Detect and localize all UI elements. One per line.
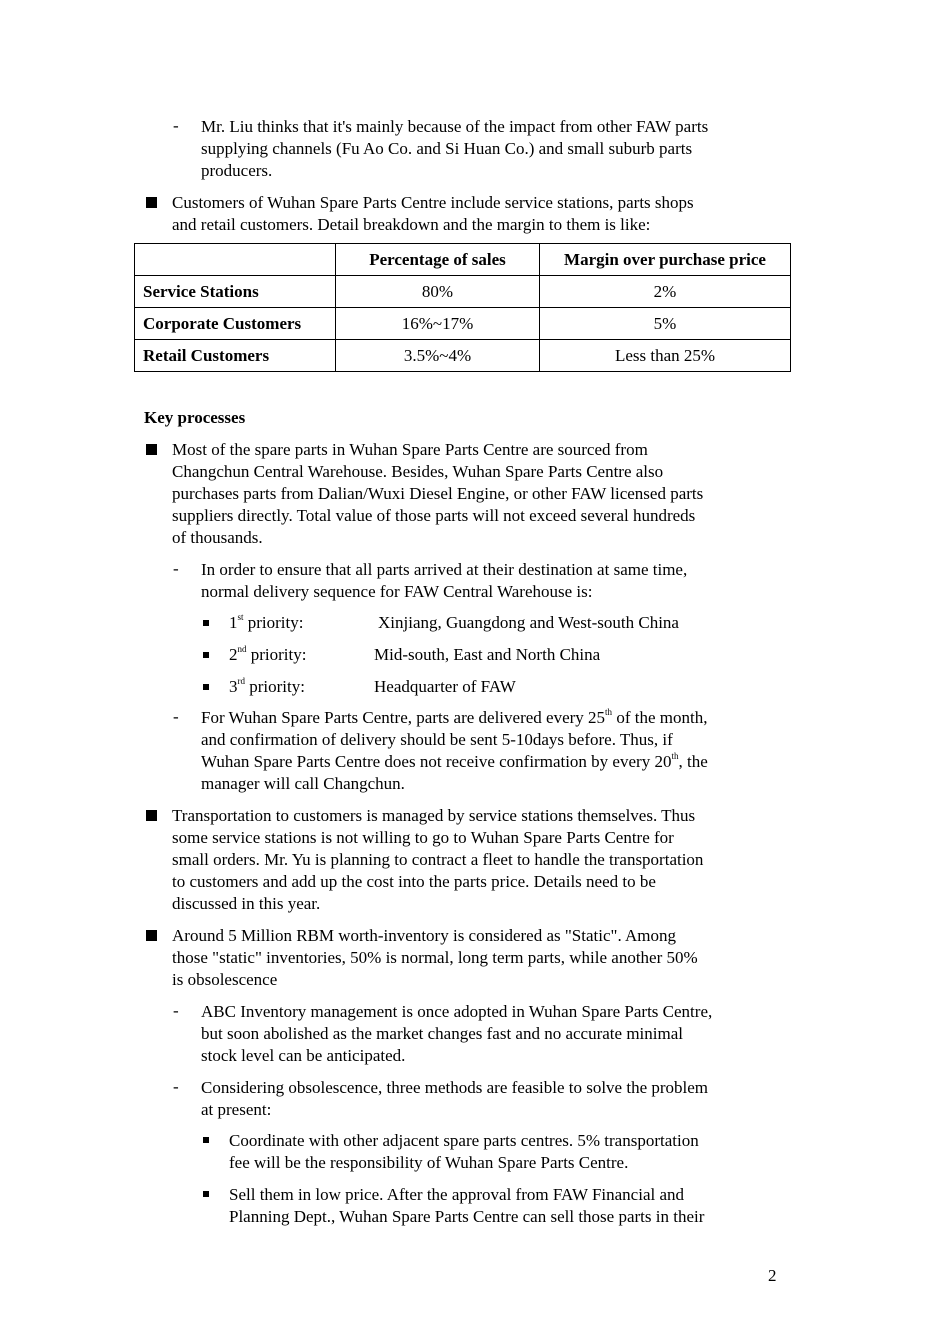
priority-text: priority: xyxy=(243,613,304,632)
table-header-cell: Percentage of sales xyxy=(336,244,540,276)
ordinal-suffix: st xyxy=(237,612,244,623)
small-square-bullet-icon xyxy=(203,1137,209,1143)
ordinal-suffix: th xyxy=(605,707,613,718)
text-line: Planning Dept., Wuhan Spare Parts Centre can sell those parts in their xyxy=(229,1207,705,1226)
text-line: Changchun Central Warehouse. Besides, Wuhan Spare Parts Centre also xyxy=(172,462,664,481)
text-line: fee will be the responsibility of Wuhan Spare Parts Centre. xyxy=(229,1153,629,1172)
text-line: Most of the spare parts in Wuhan Spare Parts Centre are sourced from xyxy=(172,440,648,459)
text-line: discussed in this year. xyxy=(172,894,321,913)
text-line xyxy=(201,707,707,729)
table-cell: Retail Customers xyxy=(135,340,336,372)
text-line: Coordinate with other adjacent spare parts centres. 5% transportation xyxy=(229,1131,699,1150)
table-cell: 5% xyxy=(540,308,791,340)
text-run: Wuhan Spare Parts Centre does not receive confirmation by every 20 xyxy=(201,752,672,771)
priority-number: 1 xyxy=(229,613,238,632)
text-line: Transportation to customers is managed by service stations themselves. Thus xyxy=(172,806,696,825)
text-run: of the month, xyxy=(612,708,708,727)
priority-value: Xinjiang, Guangdong and West-south China xyxy=(378,613,679,632)
table-cell: Service Stations xyxy=(135,276,336,308)
small-square-bullet-icon xyxy=(203,652,209,658)
text-line: and retail customers. Detail breakdown and the margin to them is like: xyxy=(172,215,651,234)
table-cell: 16%~17% xyxy=(336,308,540,340)
text-line: to customers and add up the cost into the parts price. Details need to be xyxy=(172,872,656,891)
dash-marker: - xyxy=(173,707,179,726)
small-square-bullet-icon xyxy=(203,1191,209,1197)
dash-marker: - xyxy=(173,116,179,135)
table-cell: Corporate Customers xyxy=(135,308,336,340)
text-line: Considering obsolescence, three methods are feasible to solve the problem xyxy=(201,1078,709,1097)
text-line: purchases parts from Dalian/Wuxi Diesel Engine, or other FAW licensed parts xyxy=(172,484,704,503)
text-line: those "static" inventories, 50% is normal, long term parts, while another 50% xyxy=(172,948,698,967)
table-cell: 3.5%~4% xyxy=(336,340,540,372)
text-line: some service stations is not willing to go to Wuhan Spare Parts Centre for xyxy=(172,828,674,847)
text-run: For Wuhan Spare Parts Centre, parts are delivered every 25 xyxy=(201,708,606,727)
priority-text: priority: xyxy=(246,645,307,664)
priority-value: Mid-south, East and North China xyxy=(374,645,601,664)
text-run: , the xyxy=(678,752,708,771)
sales-margin-table xyxy=(134,243,791,372)
text-line: small orders. Mr. Yu is planning to contract a fleet to handle the transportation xyxy=(172,850,704,869)
page-number: 2 xyxy=(768,1266,777,1285)
text-line: suppliers directly. Total value of those parts will not exceed several hundreds xyxy=(172,506,696,525)
table-row xyxy=(135,276,791,308)
table-header-cell: Margin over purchase price xyxy=(540,244,791,276)
text-line: stock level can be anticipated. xyxy=(201,1046,406,1065)
square-bullet-icon xyxy=(146,810,157,821)
priority-number: 2 xyxy=(229,645,238,664)
table-header-row xyxy=(135,244,791,276)
table-cell: Less than 25% xyxy=(540,340,791,372)
small-square-bullet-icon xyxy=(203,684,209,690)
square-bullet-icon xyxy=(146,444,157,455)
dash-marker: - xyxy=(173,1077,179,1096)
text-line: of thousands. xyxy=(172,528,263,547)
square-bullet-icon xyxy=(146,930,157,941)
priority-text: priority: xyxy=(245,677,305,696)
priority-label xyxy=(229,644,306,666)
text-line: In order to ensure that all parts arrived at their destination at same time, xyxy=(201,560,688,579)
priority-value: Headquarter of FAW xyxy=(374,677,516,696)
priority-number: 3 xyxy=(229,677,238,696)
square-bullet-icon xyxy=(146,197,157,208)
text-line: producers. xyxy=(201,161,273,180)
text-line: Customers of Wuhan Spare Parts Centre include service stations, parts shops xyxy=(172,193,694,212)
text-line: and confirmation of delivery should be sent 5-10days before. Thus, if xyxy=(201,730,673,749)
table-cell: 2% xyxy=(540,276,791,308)
text-line: ABC Inventory management is once adopted in Wuhan Spare Parts Centre, xyxy=(201,1002,713,1021)
table-header-cell xyxy=(135,244,336,276)
text-line: Sell them in low price. After the approval from FAW Financial and xyxy=(229,1185,685,1204)
table-row xyxy=(135,308,791,340)
ordinal-suffix: nd xyxy=(237,644,247,655)
text-line: normal delivery sequence for FAW Central Warehouse is: xyxy=(201,582,593,601)
text-line: at present: xyxy=(201,1100,272,1119)
text-line xyxy=(201,751,708,773)
text-line: is obsolescence xyxy=(172,970,278,989)
table-cell: 80% xyxy=(336,276,540,308)
text-line: Mr. Liu thinks that it's mainly because of the impact from other FAW parts xyxy=(201,117,709,136)
section-heading: Key processes xyxy=(144,408,246,427)
text-line: but soon abolished as the market changes fast and no accurate minimal xyxy=(201,1024,683,1043)
dash-marker: - xyxy=(173,1001,179,1020)
text-line: manager will call Changchun. xyxy=(201,774,405,793)
priority-label xyxy=(229,676,305,698)
ordinal-suffix: th xyxy=(671,751,679,762)
dash-marker: - xyxy=(173,559,179,578)
ordinal-suffix: rd xyxy=(237,676,245,687)
table-row xyxy=(135,340,791,372)
text-line: Around 5 Million RBM worth-inventory is considered as "Static". Among xyxy=(172,926,677,945)
small-square-bullet-icon xyxy=(203,620,209,626)
priority-label xyxy=(229,612,303,634)
text-line: supplying channels (Fu Ao Co. and Si Huan Co.) and small suburb parts xyxy=(201,139,693,158)
